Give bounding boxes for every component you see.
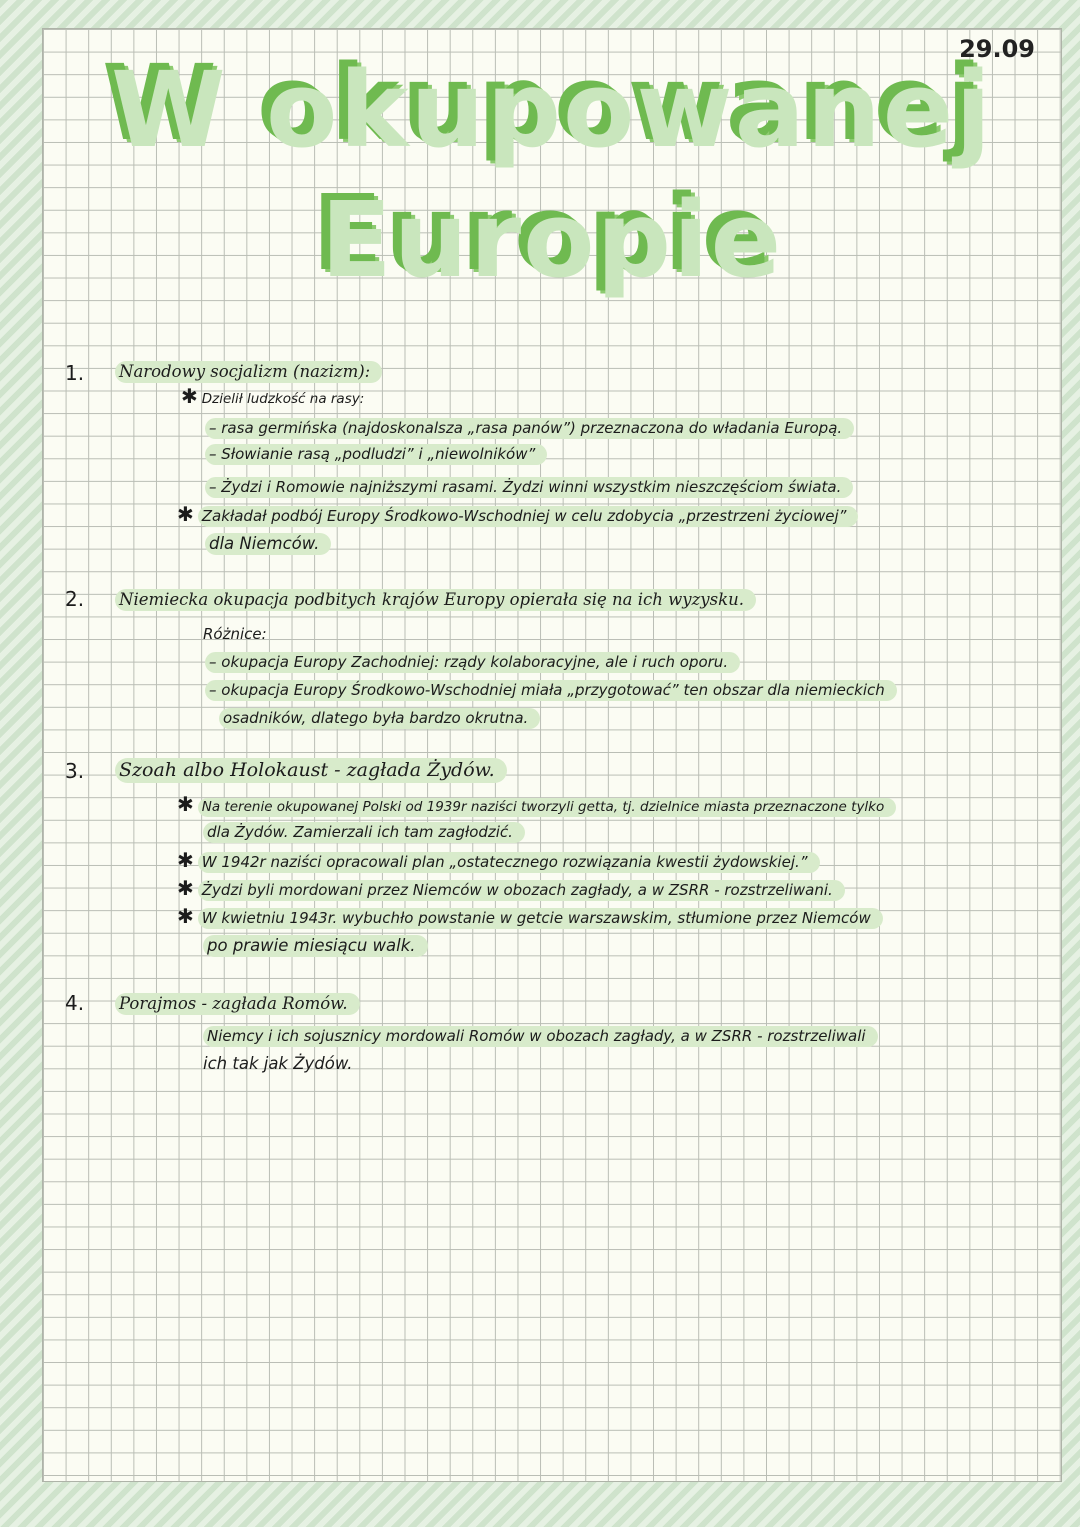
section-2-dash-2-cont: osadników, dlatego była bardzo okrutna. — [219, 707, 540, 729]
asterisk-icon: ✱ — [181, 384, 198, 408]
section-4-line-2: ich tak jak Żydów. — [203, 1054, 353, 1073]
section-2-dash-1: – okupacja Europy Zachodniej: rządy kolaboracyjne, ale i ruch oporu. — [205, 651, 740, 673]
section-4-line-1: Niemcy i ich sojusznicy mordowali Romów w obozach zagłady, a w ZSRR - rozstrzeliwali — [203, 1025, 878, 1047]
section-4-number: 4. — [65, 991, 85, 1015]
asterisk-icon: ✱ — [177, 502, 194, 526]
asterisk-icon: ✱ — [177, 792, 194, 816]
section-1-heading: Narodowy socjalizm (nazizm): — [115, 361, 382, 383]
asterisk-icon: ✱ — [177, 848, 194, 872]
section-1-bullet-2-cont: dla Niemców. — [205, 533, 331, 555]
section-3-bullet-1: ✱ Na terenie okupowanej Polski od 1939r naziści tworzyli getta, tj. dzielnice miasta przeznaczone tylko — [177, 793, 896, 818]
section-1-dash-2: – Słowianie rasą „podludzi” i „niewolników” — [205, 443, 547, 465]
page-title-line-1: W okupowanej — [111, 49, 993, 171]
page-title-line-2: Europie — [320, 179, 784, 301]
asterisk-icon: ✱ — [177, 876, 194, 900]
section-2-number: 2. — [65, 587, 85, 611]
date-label: 29.09 — [959, 35, 1035, 63]
section-2-heading: Niemiecka okupacja podbitych krajów Europy opierała się na ich wyzysku. — [115, 589, 756, 611]
section-2-dash-2: – okupacja Europy Środkowo-Wschodniej miała „przygotować” ten obszar dla niemieckich — [205, 679, 897, 701]
section-3-bullet-2: ✱ W 1942r naziści opracowali plan „ostatecznego rozwiązania kwestii żydowskiej.” — [177, 849, 820, 873]
asterisk-icon: ✱ — [177, 904, 194, 928]
section-1-dash-3: – Żydzi i Romowie najniższymi rasami. Żydzi winni wszystkim nieszczęściom świata. — [205, 476, 853, 498]
section-3-number: 3. — [65, 759, 85, 783]
section-3-bullet-1-cont: dla Żydów. Zamierzali ich tam zagłodzić. — [203, 821, 525, 843]
section-3-bullet-4: ✱ W kwietniu 1943r. wybuchło powstanie w getcie warszawskim, stłumione przez Niemców — [177, 905, 883, 929]
section-4-heading: Porajmos - zagłada Romów. — [115, 993, 360, 1015]
section-3-bullet-3: ✱ Żydzi byli mordowani przez Niemców w obozach zagłady, a w ZSRR - rozstrzeliwani. — [177, 877, 845, 901]
section-3-heading: Szoah albo Holokaust - zagłada Żydów. — [115, 759, 507, 781]
section-1-bullet-1: ✱ Dzielił ludzkość na rasy: — [181, 384, 365, 408]
notebook-page — [42, 28, 1062, 1482]
section-1-dash-1: – rasa germińska (najdoskonalsza „rasa panów”) przeznaczona do władania Europą. — [205, 417, 854, 439]
section-1-number: 1. — [65, 361, 85, 385]
section-1-bullet-2: ✱ Zakładał podbój Europy Środkowo-Wschodniej w celu zdobycia „przestrzeni życiowej” — [177, 503, 858, 527]
section-2-label: Różnice: — [203, 625, 267, 643]
section-3-bullet-4-cont: po prawie miesiącu walk. — [203, 935, 428, 957]
